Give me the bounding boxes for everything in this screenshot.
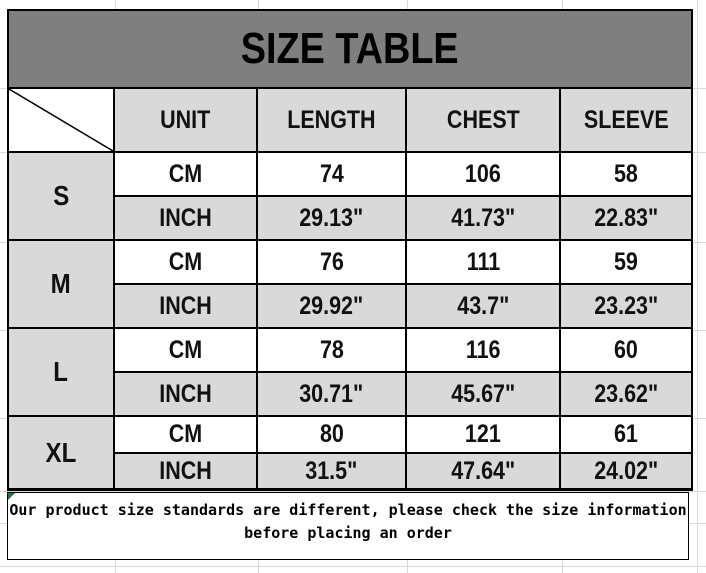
table-cell	[258, 241, 405, 283]
size-label-l	[9, 329, 113, 415]
table-cell	[407, 153, 559, 195]
size-label-xl	[9, 417, 113, 488]
table-cell	[407, 417, 559, 452]
table-cell	[407, 373, 559, 415]
footer-note	[7, 492, 689, 560]
cell-value: 78	[319, 335, 344, 364]
unit-label	[115, 373, 256, 415]
unit-label-text: CM	[168, 335, 203, 364]
table-cell	[561, 153, 691, 195]
cell-value: 111	[466, 247, 500, 276]
column-header-label: SLEEVE	[583, 105, 669, 134]
cell-value: 116	[465, 335, 501, 364]
table-cell	[561, 454, 691, 488]
cell-value: 76	[319, 247, 344, 276]
unit-label-text: CM	[168, 159, 203, 188]
cell-value: 43.7"	[456, 291, 510, 320]
cell-value: 24.02"	[593, 456, 658, 485]
diagonal-line	[9, 89, 113, 151]
column-header-label: LENGTH	[287, 105, 376, 134]
table-title-text: SIZE TABLE	[241, 24, 459, 73]
table-cell	[258, 285, 405, 327]
cell-value: 41.73"	[450, 203, 515, 232]
table-cell	[561, 417, 691, 452]
unit-label	[115, 153, 256, 195]
cell-value: 59	[614, 247, 638, 276]
unit-label	[115, 241, 256, 283]
table-cell	[258, 197, 405, 239]
cell-marker-icon	[8, 493, 15, 500]
table-cell	[258, 454, 405, 488]
cell-value: 22.83"	[593, 203, 658, 232]
table-cell	[407, 197, 559, 239]
column-header-unit	[115, 89, 256, 151]
cell-value: 29.92"	[299, 291, 364, 320]
table-cell	[407, 285, 559, 327]
gridline	[0, 566, 706, 567]
table-cell	[258, 153, 405, 195]
size-label-text: L	[53, 356, 69, 387]
table-cell	[258, 417, 405, 452]
column-header-sleeve	[561, 89, 691, 151]
unit-label-text: INCH	[159, 456, 212, 485]
unit-label-text: CM	[168, 420, 203, 448]
cell-value: 60	[614, 335, 638, 364]
unit-label	[115, 417, 256, 452]
table-cell	[258, 329, 405, 371]
table-cell	[407, 329, 559, 371]
unit-label-text: CM	[168, 247, 203, 276]
unit-label	[115, 454, 256, 488]
size-label-text: M	[50, 268, 72, 299]
column-header-chest	[407, 89, 559, 151]
table-cell	[561, 197, 691, 239]
unit-label	[115, 285, 256, 327]
table-cell	[561, 241, 691, 283]
table-cell	[561, 329, 691, 371]
unit-label-text: INCH	[159, 291, 212, 320]
cell-value: 106	[465, 159, 501, 188]
cell-value: 58	[614, 159, 638, 188]
cell-value: 23.62"	[593, 379, 658, 408]
size-label-s	[9, 153, 113, 239]
cell-value: 23.23"	[593, 291, 658, 320]
table-cell	[407, 454, 559, 488]
unit-label	[115, 329, 256, 371]
cell-value: 74	[319, 159, 344, 188]
table-cell	[258, 373, 405, 415]
size-label-text: XL	[45, 436, 77, 468]
footer-note-line1: Our product size standards are different, please check the size information	[9, 501, 687, 519]
cell-value: 31.5"	[305, 456, 358, 485]
cell-value: 30.71"	[299, 379, 364, 408]
unit-label-text: INCH	[159, 203, 212, 232]
table-cell	[561, 285, 691, 327]
size-label-m	[9, 241, 113, 327]
footer-note-line2: before placing an order	[244, 524, 452, 543]
cell-value: 47.64"	[450, 456, 515, 485]
cell-value: 121	[465, 420, 501, 448]
column-header-label: UNIT	[160, 105, 211, 134]
table-title	[9, 11, 691, 87]
cell-value: 61	[614, 420, 638, 448]
unit-label-text: INCH	[159, 379, 212, 408]
table-cell	[407, 241, 559, 283]
size-label-text: S	[52, 180, 70, 211]
cell-value: 80	[319, 420, 344, 448]
column-header-label: CHEST	[446, 105, 520, 134]
gridline	[697, 0, 698, 573]
corner-cell	[9, 89, 113, 151]
column-header-length	[258, 89, 405, 151]
cell-value: 29.13"	[299, 203, 364, 232]
table-cell	[561, 373, 691, 415]
size-table	[7, 9, 693, 491]
unit-label	[115, 197, 256, 239]
cell-value: 45.67"	[450, 379, 515, 408]
